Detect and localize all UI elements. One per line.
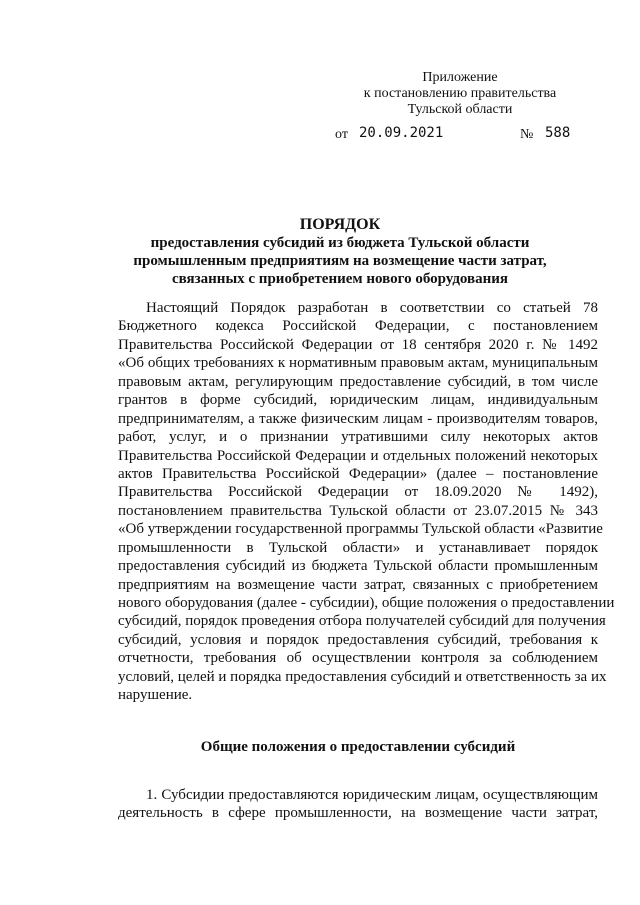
appendix-line-2: к постановлению правительства (363, 86, 557, 101)
paragraph-line: «Об общих требованиях к нормативным правовым актам, муниципальным (118, 355, 598, 372)
paragraph-line: грантов в форме субсидий, юридическим лицам, индивидуальным (118, 392, 598, 409)
paragraph-line: Правительства Российской Федерации от 18.09.2020 № 1492), (118, 484, 598, 501)
paragraph-line: Правительства Российской Федерации и отдельных положений некоторых (118, 447, 598, 464)
paragraph-line: деятельность в сфере промышленности, на возмещение части затрат, (118, 805, 598, 822)
paragraph-line: 1. Субсидии предоставляются юридическим лицам, осуществляющим (146, 787, 598, 803)
document-number: 588 (545, 125, 571, 141)
document-date: 20.09.2021 (359, 125, 444, 141)
paragraph-line: Настоящий Порядок разработан в соответствии со статьей 78 (146, 300, 598, 316)
paragraph-line: Бюджетного кодекса Российской Федерации, с постановлением (118, 318, 598, 335)
paragraph-line: постановлением правительства Тульской области от 23.07.2015 № 343 (118, 502, 598, 519)
paragraph-line: предпринимателям, а также физическим лицам - производителям товаров, (118, 410, 598, 427)
paragraph-line: Правительства Российской Федерации от 18 сентября 2020 г. № 1492 (118, 336, 598, 353)
subtitle-line: промышленным предприятиям на возмещение части затрат, (133, 253, 547, 269)
appendix-line-1: Приложение (422, 70, 498, 85)
paragraph-line: правовым актам, регулирующим предоставление субсидий, в том числе (118, 373, 598, 390)
paragraph-line: отчетности, требования об осуществлении контроля за соблюдением (118, 650, 598, 667)
subtitle-line: связанных с приобретением нового оборудования (171, 271, 509, 287)
appendix-line-3: Тульской области (407, 102, 513, 117)
section-heading: Общие положения о предоставлении субсидий (200, 739, 516, 755)
paragraph-line: нарушение. (118, 687, 193, 704)
paragraph-line: условий, целей и порядка предоставления субсидий и ответственность за их (118, 668, 607, 685)
paragraph-line: субсидий, условия и порядок предоставления субсидий, требования к (118, 631, 598, 648)
subtitle-line: предоставления субсидий из бюджета Тульской области (150, 235, 530, 251)
document-subtitle (80, 234, 600, 288)
clause-1-paragraph (118, 786, 598, 823)
paragraph-line: «Об утверждении государственной программы Тульской области «Развитие (118, 521, 603, 538)
document-title: ПОРЯДОК (299, 216, 381, 233)
number-sign: № (520, 127, 534, 142)
paragraph-line: промышленности в Тульской области» и устанавливает порядок (118, 539, 598, 556)
intro-paragraph (118, 299, 615, 705)
paragraph-line: предоставления субсидий из бюджета Тульской области промышленным (118, 558, 598, 575)
paragraph-line: субсидий, порядок проведения отбора получателей субсидий для получения (118, 613, 606, 630)
appendix-block (330, 70, 590, 118)
date-line (335, 125, 595, 145)
date-prefix: от (335, 127, 348, 142)
paragraph-line: предприятиям на возмещение части затрат, связанных с приобретением (118, 576, 598, 593)
paragraph-line: работ, услуг, и о признании утратившими силу некоторых актов (118, 429, 598, 446)
paragraph-line: нового оборудования (далее - субсидии), общие положения о предоставлении (118, 595, 615, 611)
paragraph-line: актов Правительства Российской Федерации» (далее – постановление (118, 465, 598, 482)
